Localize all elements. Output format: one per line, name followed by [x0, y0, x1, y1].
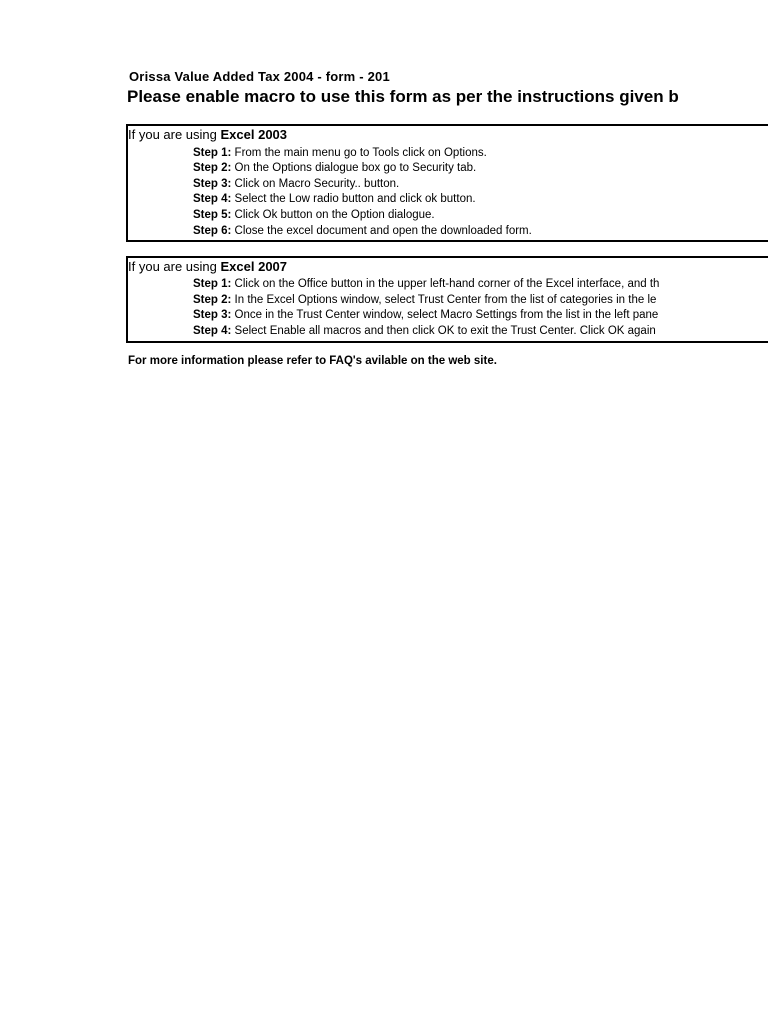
excel-2003-heading — [128, 126, 287, 144]
excel-2007-heading — [128, 258, 287, 276]
step-label: Step 2: — [193, 162, 232, 174]
excel-2003-instructions — [126, 124, 768, 242]
excel-2003-step-2 — [193, 161, 476, 176]
step-label: Step 5: — [193, 209, 232, 221]
excel-2003-step-1 — [193, 146, 487, 161]
heading-intro: If you are using — [128, 127, 221, 142]
step-label: Step 3: — [193, 178, 232, 190]
step-text: Close the excel document and open the downloaded form. — [231, 225, 532, 237]
step-label: Step 4: — [193, 193, 232, 205]
step-text: Select the Low radio button and click ok button. — [231, 193, 476, 205]
heading-version: Excel 2007 — [220, 259, 288, 274]
excel-2003-step-4 — [193, 192, 476, 207]
excel-2007-step-4 — [193, 324, 656, 339]
form-subtitle: Orissa Value Added Tax 2004 - form - 201 — [129, 69, 390, 84]
step-label: Step 2: — [193, 294, 232, 306]
excel-2003-step-6 — [193, 224, 532, 239]
heading-version: Excel 2003 — [220, 127, 288, 142]
step-label: Step 3: — [193, 309, 232, 321]
step-label: Step 4: — [193, 325, 232, 337]
step-label: Step 1: — [193, 147, 232, 159]
step-text: On the Options dialogue box go to Security tab. — [231, 162, 477, 174]
step-text: Once in the Trust Center window, select Macro Settings from the list in the left pane — [231, 309, 659, 321]
step-text: Click on the Office button in the upper left-hand corner of the Excel interface, and th — [231, 278, 660, 290]
step-text: Click on Macro Security.. button. — [231, 178, 400, 190]
excel-2003-step-5 — [193, 208, 435, 223]
heading-intro: If you are using — [128, 259, 221, 274]
excel-2007-step-3 — [193, 308, 658, 323]
step-text: In the Excel Options window, select Trust Center from the list of categories in the le — [231, 294, 657, 306]
step-text: Click Ok button on the Option dialogue. — [231, 209, 435, 221]
step-text: Select Enable all macros and then click OK to exit the Trust Center. Click OK again — [231, 325, 656, 337]
excel-2007-step-1 — [193, 277, 659, 292]
step-label: Step 6: — [193, 225, 232, 237]
excel-2003-step-3 — [193, 177, 399, 192]
step-label: Step 1: — [193, 278, 232, 290]
step-text: From the main menu go to Tools click on Options. — [231, 147, 487, 159]
excel-2007-step-2 — [193, 293, 656, 308]
page-title: Please enable macro to use this form as per the instructions given b — [127, 87, 679, 106]
faq-note: For more information please refer to FAQ's avilable on the web site. — [128, 355, 497, 367]
excel-2007-instructions — [126, 256, 768, 343]
